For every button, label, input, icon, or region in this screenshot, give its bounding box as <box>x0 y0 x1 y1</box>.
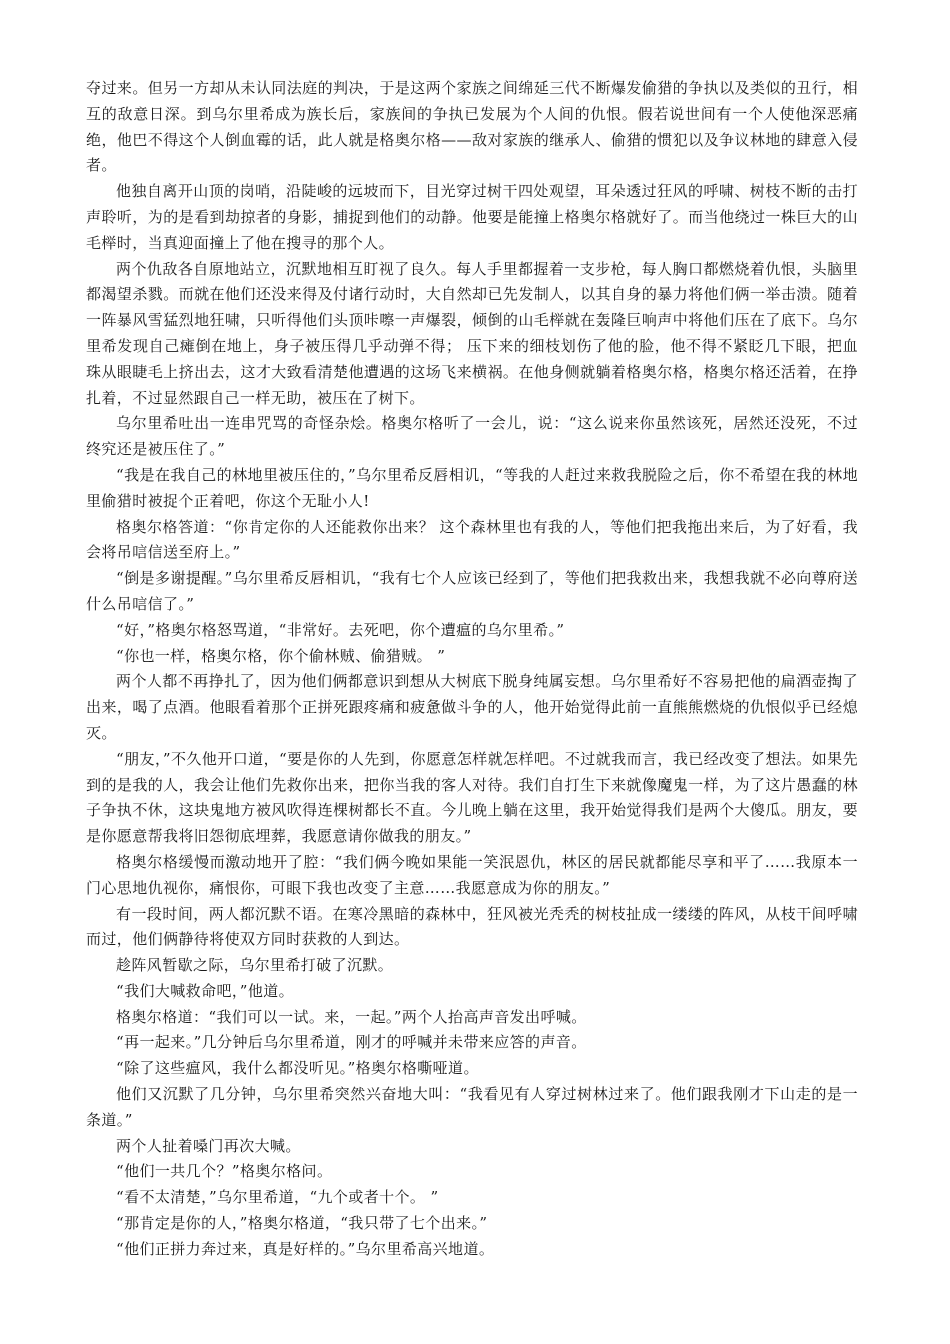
paragraph: 两个仇敌各自原地站立，沉默地相互盯视了良久。每人手里都握着一支步枪，每人胸口都燃烧着仇恨，头脑里都渴望杀戮。而就在他们还没来得及付诸行动时，大自然却已先发制人，以其自身的暴力将他们俩一举击溃。随着一阵暴风雪猛烈地狂啸，只听得他们头顶咔嚓一声爆裂，倾倒的山毛榉就在轰隆巨响声中将他们压在了底下。乌尔里希发现自己瘫倒在地上，身子被压得几乎动弹不得； 压下来的细枝划伤了他的脸，他不得不紧眨几下眼，把血珠从眼睫毛上挤出去，这才大致看清楚他遭遇的这场飞来横祸。在他身侧就躺着格奥尔格，格奥尔格还活着，在挣扎着，不过显然跟自己一样无助，被压在了树下。 <box>86 259 858 407</box>
paragraph: 趁阵风暂歇之际，乌尔里希打破了沉默。 <box>116 956 394 975</box>
paragraph: “我们大喊救命吧，”他道。 <box>116 981 295 1000</box>
paragraph: “再一起来。”几分钟后乌尔里希道，刚才的呼喊并未带来应答的声音。 <box>116 1033 587 1052</box>
paragraph: 他们又沉默了几分钟，乌尔里希突然兴奋地大叫：“我看见有人穿过树林过来了。他们跟我刚才下山走的是一条道。” <box>86 1085 858 1129</box>
paragraph: “我是在我自己的林地里被压住的，”乌尔里希反唇相讥，“等我的人赶过来救我脱险之后，你不希望在我的林地里偷猎时被捉个正着吧，你这个无耻小人! <box>86 465 858 510</box>
paragraph: “朋友，”不久他开口道，“要是你的人先到，你愿意怎样就怎样吧。不过就我而言，我已经改变了想法。如果先到的是我的人，我会让他们先救你出来，把你当我的客人对待。我们自打生下来就像魔鬼一样，为了这片愚蠢的林子争执不休，这块鬼地方被风吹得连棵树都长不直。今儿晚上躺在这里，我开始觉得我们是两个大傻瓜。朋友，要是你愿意帮我将旧怨彻底埋葬，我愿意请你做我的朋友。” <box>86 749 858 846</box>
paragraph: 格奥尔格答道：“你肯定你的人还能救你出来？ 这个森林里也有我的人，等他们把我拖出来后，为了好看，我会将吊唁信送至府上。” <box>86 517 858 562</box>
paragraph: 格奥尔格缓慢而激动地开了腔：“我们俩今晚如果能一笑泯恩仇，林区的居民就都能尽享和平了……我原本一门心思地仇视你，痛恨你，可眼下我也改变了主意……我愿意成为你的朋友。” <box>86 852 858 897</box>
paragraph: “他们正拼力奔过来，真是好样的。”乌尔里希高兴地道。 <box>116 1239 495 1258</box>
document-page <box>86 76 858 1263</box>
paragraph: “好，”格奥尔格怒骂道，“非常好。去死吧，你个遭瘟的乌尔里希。” <box>116 620 565 639</box>
paragraph: 有一段时间，两人都沉默不语。在寒冷黑暗的森林中，狂风被光秃秃的树枝扯成一缕缕的阵风，从枝干间呼啸而过，他们俩静待将使双方同时获救的人到达。 <box>86 904 858 949</box>
paragraph: “他们一共几个？”格奥尔格问。 <box>116 1162 333 1181</box>
paragraph: “那肯定是你的人，”格奥尔格道，“我只带了七个出来。” <box>116 1214 488 1233</box>
paragraph: “你也一样，格奥尔格，你个偷林贼、偷猎贼。 ” <box>116 646 446 665</box>
paragraph: “看不太清楚，”乌尔里希道，“九个或者十个。 ” <box>116 1188 439 1207</box>
paragraph: “除了这些瘟风，我什么都没听见。”格奥尔格嘶哑道。 <box>116 1059 479 1078</box>
paragraph: 夺过来。但另一方却从未认同法庭的判决，于是这两个家族之间绵延三代不断爆发偷猎的争执以及类似的丑行，相互的敌意日深。到乌尔里希成为族长后，家族间的争执已发展为个人间的仇恨。假若说世间有一个人使他深恶痛绝，他巴不得这个人倒血霉的话，此人就是格奥尔格——敌对家族的继承人、偷猎的惯犯以及争议林地的肆意入侵者。 <box>86 79 858 175</box>
paragraph: 两个人都不再挣扎了，因为他们俩都意识到想从大树底下脱身纯属妄想。乌尔里希好不容易把他的扁酒壶掏了出来，喝了点酒。他眼看着那个正拼死跟疼痛和疲惫做斗争的人，他开始觉得此前一直熊熊燃烧的仇恨似乎已经熄灭。 <box>86 672 858 742</box>
paragraph: 两个人扯着嗓门再次大喊。 <box>116 1136 301 1155</box>
paragraph: 乌尔里希吐出一连串咒骂的奇怪杂烩。格奥尔格听了一会儿，说：“这么说来你虽然该死，居然还没死，不过终究还是被压住了。” <box>86 414 858 459</box>
paragraph: 格奥尔格道：“我们可以一试。来，一起。”两个人抬高声音发出呼喊。 <box>116 1007 587 1026</box>
paragraph: 他独自离开山顶的岗哨，沿陡峻的远坡而下，目光穿过树干四处观望，耳朵透过狂风的呼啸、树枝不断的击打声聆听，为的是看到劫掠者的身影，捕捉到他们的动静。他要是能撞上格奥尔格就好了。而当他绕过一株巨大的山毛榉时，当真迎面撞上了他在搜寻的那个人。 <box>86 182 858 252</box>
paragraph: “倒是多谢提醒。”乌尔里希反唇相讥，“我有七个人应该已经到了，等他们把我救出来，我想我就不必向尊府送什么吊唁信了。” <box>86 569 858 613</box>
